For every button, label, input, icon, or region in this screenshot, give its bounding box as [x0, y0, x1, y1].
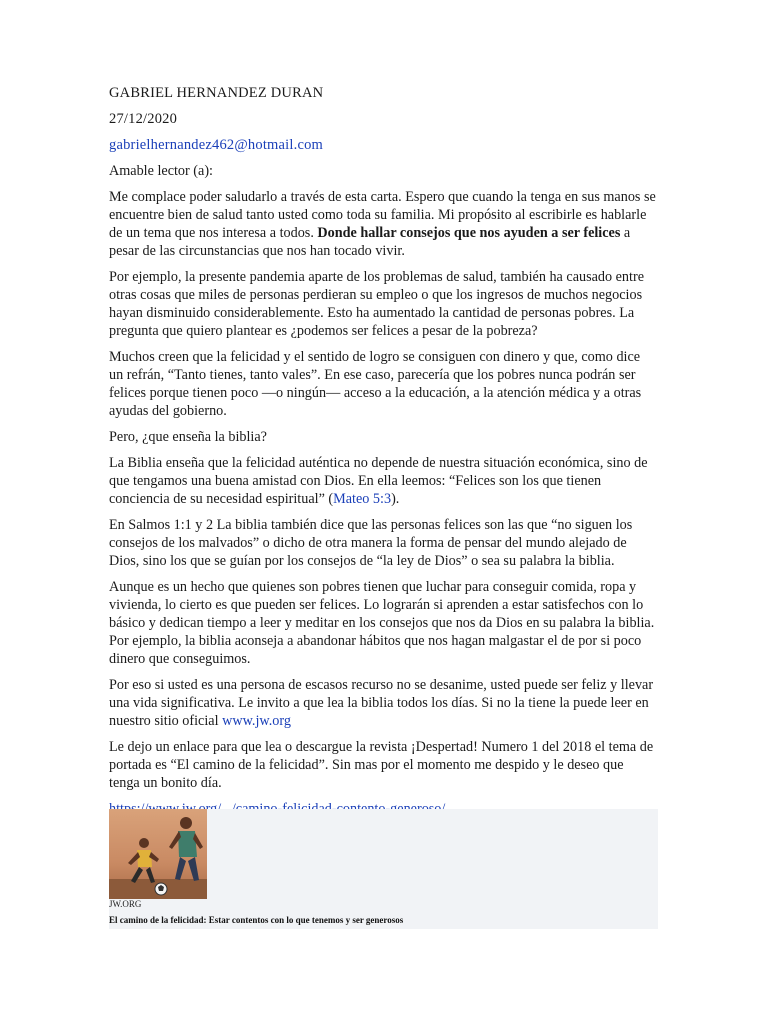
paragraph-1 [109, 188, 657, 260]
p1-bold-text: Donde hallar consejos que nos ayuden a ser felices [317, 225, 621, 241]
jw-org-link[interactable]: www.jw.org [222, 713, 291, 729]
mateo-link[interactable]: Mateo 5:3 [333, 491, 392, 507]
father-son-soccer-illustration [109, 809, 207, 899]
preview-title[interactable]: El camino de la felicidad: Estar contentos con lo que tenemos y ser generosos [109, 915, 404, 925]
p8-text: Por eso si usted es una persona de escasos recurso no se desanime, usted puede ser feliz y llevar una vida significativa. Le invito a que lea la biblia todos los días. Si no la tiene la puede leer en nuestro sitio oficial [109, 677, 654, 729]
preview-source: JW.ORG [109, 899, 142, 909]
author-name: GABRIEL HERNANDEZ DURAN [109, 85, 324, 101]
link-preview-card[interactable] [109, 809, 658, 929]
p5-text-before: La Biblia enseña que la felicidad auténtica no depende de nuestra situación económica, sino de que tengamos una buena amistad con Dios. En ella leemos: “Felices son los que tienen conciencia de su necesidad espiritual” ( [109, 455, 648, 507]
paragraph-3: Muchos creen que la felicidad y el sentido de logro se consiguen con dinero y que, como dice un refrán, “Tanto tienes, tanto vales”. En ese caso, parecería que los pobres nunca podrán ser felices porque tienen poco —o ningún— acceso a la educación, a la atención médica y a otras ayudas del gobierno. [109, 349, 642, 419]
preview-thumbnail[interactable] [109, 809, 207, 899]
p1-text-after: a pesar de las circunstancias que nos han tocado vivir. [109, 225, 631, 259]
email-address[interactable] [109, 136, 657, 154]
paragraph-8 [109, 676, 657, 730]
p1-text-before: Me complace poder saludarlo a través de esta carta. Espero que cuando la tenga en sus manos se encuentre bien de salud tanto usted como toda su familia. Mi propósito al escribirle es hablarle de un tema que nos interesa a todos. [109, 189, 656, 241]
paragraph-6: En Salmos 1:1 y 2 La biblia también dice que las personas felices son las que “no siguen los consejos de los malvados” o dicho de otra manera la forma de pensar del mundo alejado de Dios, sino los que se guían por los consejos de “la ley de Dios” o sea su palabra la biblia. [109, 517, 633, 569]
paragraph-9: Le dejo un enlace para que lea o descargue la revista ¡Despertad! Numero 1 del 2018 el tema de portada es “El camino de la felicidad”. Sin mas por el momento me despido y le deseo que tenga un bonito día. [109, 739, 654, 791]
letter-date: 27/12/2020 [109, 111, 178, 127]
greeting: Amable lector (a): [109, 163, 213, 179]
paragraph-5 [109, 454, 657, 508]
paragraph-2: Por ejemplo, la presente pandemia aparte de los problemas de salud, también ha causado entre otras cosas que miles de personas perdieran su empleo o que los ingresos de muchos negocios hayan disminuido considerablemente. Esto ha aumentado la cantidad de personas pobres. La pregunta que quiero plantear es ¿podemos ser felices a pesar de la pobreza? [109, 269, 644, 339]
p5-text-after: ). [391, 491, 400, 507]
email-link[interactable]: gabrielhernandez462@hotmail.com [109, 137, 324, 153]
paragraph-4: Pero, ¿que enseña la biblia? [109, 429, 267, 445]
letter-body [109, 84, 657, 826]
paragraph-7: Aunque es un hecho que quienes son pobres tienen que luchar para conseguir comida, ropa y vivienda, lo cierto es que pueden ser felices. Lo lograrán si aprenden a estar satisfechos con lo básico y dedican tiempo a leer y meditar en los consejos que nos da Dios en su palabra la biblia. Por ejemplo, la biblia aconseja a abandonar hábitos que nos hagan malgastar el de por si poco dinero que conseguimos. [109, 579, 655, 667]
